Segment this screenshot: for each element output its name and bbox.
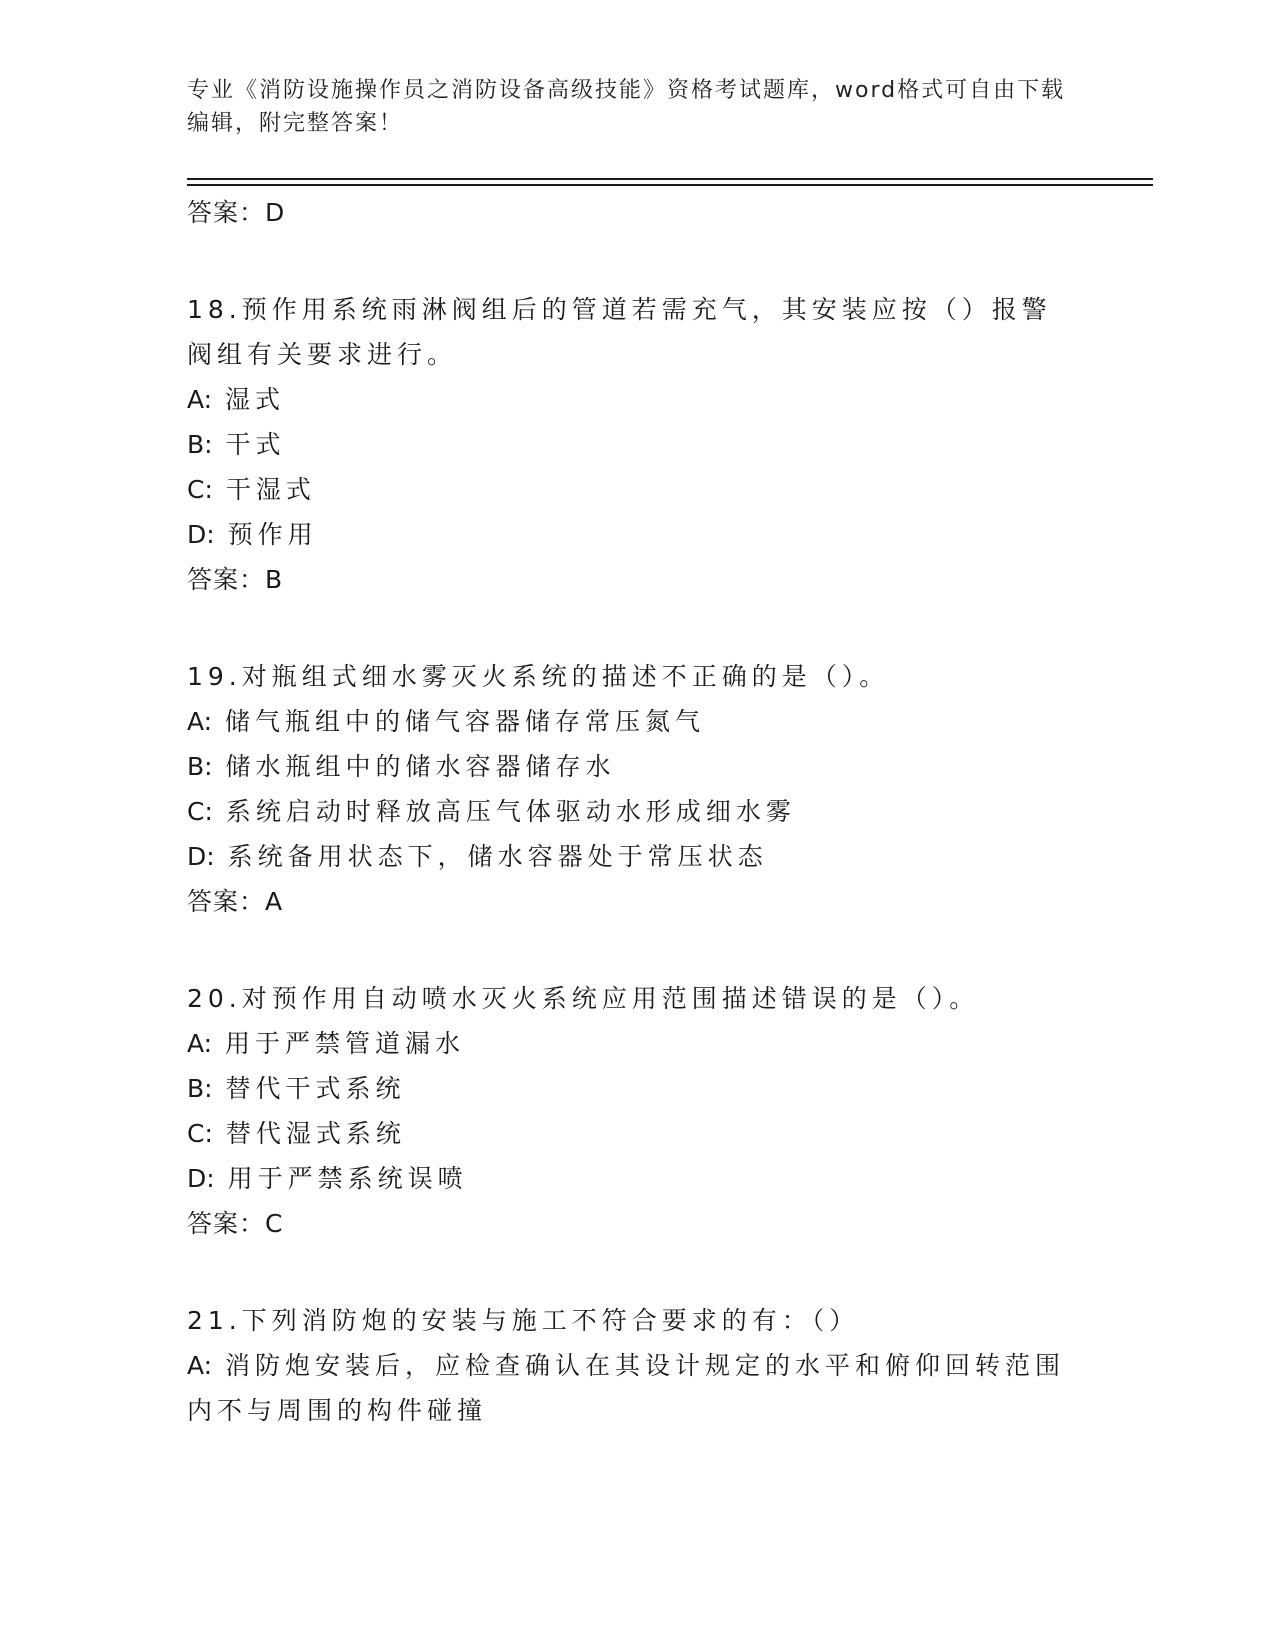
- option-a: [187, 1021, 1087, 1066]
- option-key: D:: [187, 1164, 215, 1193]
- option-text: 系统启动时释放高压气体驱动水形成细水雾: [225, 797, 796, 826]
- option-text: 消防炮安装后，应检查确认在其设计规定的水平和俯仰回转范围内不与周围的构件碰撞: [187, 1351, 1066, 1425]
- option-key: D:: [187, 842, 215, 871]
- question-19: [187, 654, 1087, 924]
- option-b: [187, 1066, 1087, 1111]
- question-21: [187, 1298, 1087, 1433]
- answer-line: 答案：D: [187, 198, 286, 227]
- option-d: [187, 1156, 1087, 1201]
- option-key: A:: [187, 385, 213, 414]
- option-c: [187, 467, 1087, 512]
- option-key: C:: [187, 475, 213, 504]
- option-a: [187, 377, 1087, 422]
- option-c: [187, 789, 1087, 834]
- answer-line: 答案：A: [187, 887, 284, 916]
- option-a: [187, 699, 1087, 744]
- header-divider-bottom: [187, 184, 1153, 186]
- question-list: [187, 190, 1087, 1433]
- option-text: 储水瓶组中的储水容器储存水: [225, 752, 616, 781]
- option-text: 干式: [225, 430, 286, 459]
- question-stem: 19.对瓶组式细水雾灭火系统的描述不正确的是（）。: [187, 662, 890, 691]
- option-key: D:: [187, 520, 215, 549]
- option-text: 储气瓶组中的储气容器储存常压氮气: [225, 707, 706, 736]
- question-stem: 21.下列消防炮的安装与施工不符合要求的有：（）: [187, 1306, 860, 1335]
- option-d: [187, 512, 1087, 557]
- option-a: [187, 1343, 1067, 1433]
- option-text: 湿式: [225, 385, 286, 414]
- page-header: 专业《消防设施操作员之消防设备高级技能》资格考试题库，word格式可自由下载编辑，附完整答案！: [187, 78, 1066, 136]
- option-key: A:: [187, 1351, 213, 1380]
- question-stem: 18.预作用系统雨淋阀组后的管道若需充气，其安装应按（）报警阀组有关要求进行。: [187, 295, 1052, 369]
- option-text: 预作用: [227, 520, 318, 549]
- option-key: C:: [187, 797, 213, 826]
- option-text: 替代湿式系统: [225, 1119, 406, 1148]
- option-text: 替代干式系统: [225, 1074, 406, 1103]
- option-key: C:: [187, 1119, 213, 1148]
- question-20: [187, 976, 1087, 1246]
- option-key: A:: [187, 707, 213, 736]
- option-text: 用于严禁管道漏水: [225, 1029, 466, 1058]
- question-stem: 20.对预作用自动喷水灭火系统应用范围描述错误的是（）。: [187, 984, 980, 1013]
- answer-line: 答案：C: [187, 1209, 284, 1238]
- option-text: 干湿式: [225, 475, 316, 504]
- option-d: [187, 834, 1087, 879]
- option-text: 用于严禁系统误喷: [227, 1164, 468, 1193]
- option-c: [187, 1111, 1087, 1156]
- option-b: [187, 744, 1087, 789]
- option-b: [187, 422, 1087, 467]
- header-divider-top: [187, 178, 1153, 180]
- answer-line: 答案：B: [187, 565, 284, 594]
- option-key: A:: [187, 1029, 213, 1058]
- option-key: B:: [187, 430, 213, 459]
- question-18: [187, 287, 1087, 602]
- option-text: 系统备用状态下，储水容器处于常压状态: [227, 842, 768, 871]
- option-key: B:: [187, 752, 213, 781]
- option-key: B:: [187, 1074, 213, 1103]
